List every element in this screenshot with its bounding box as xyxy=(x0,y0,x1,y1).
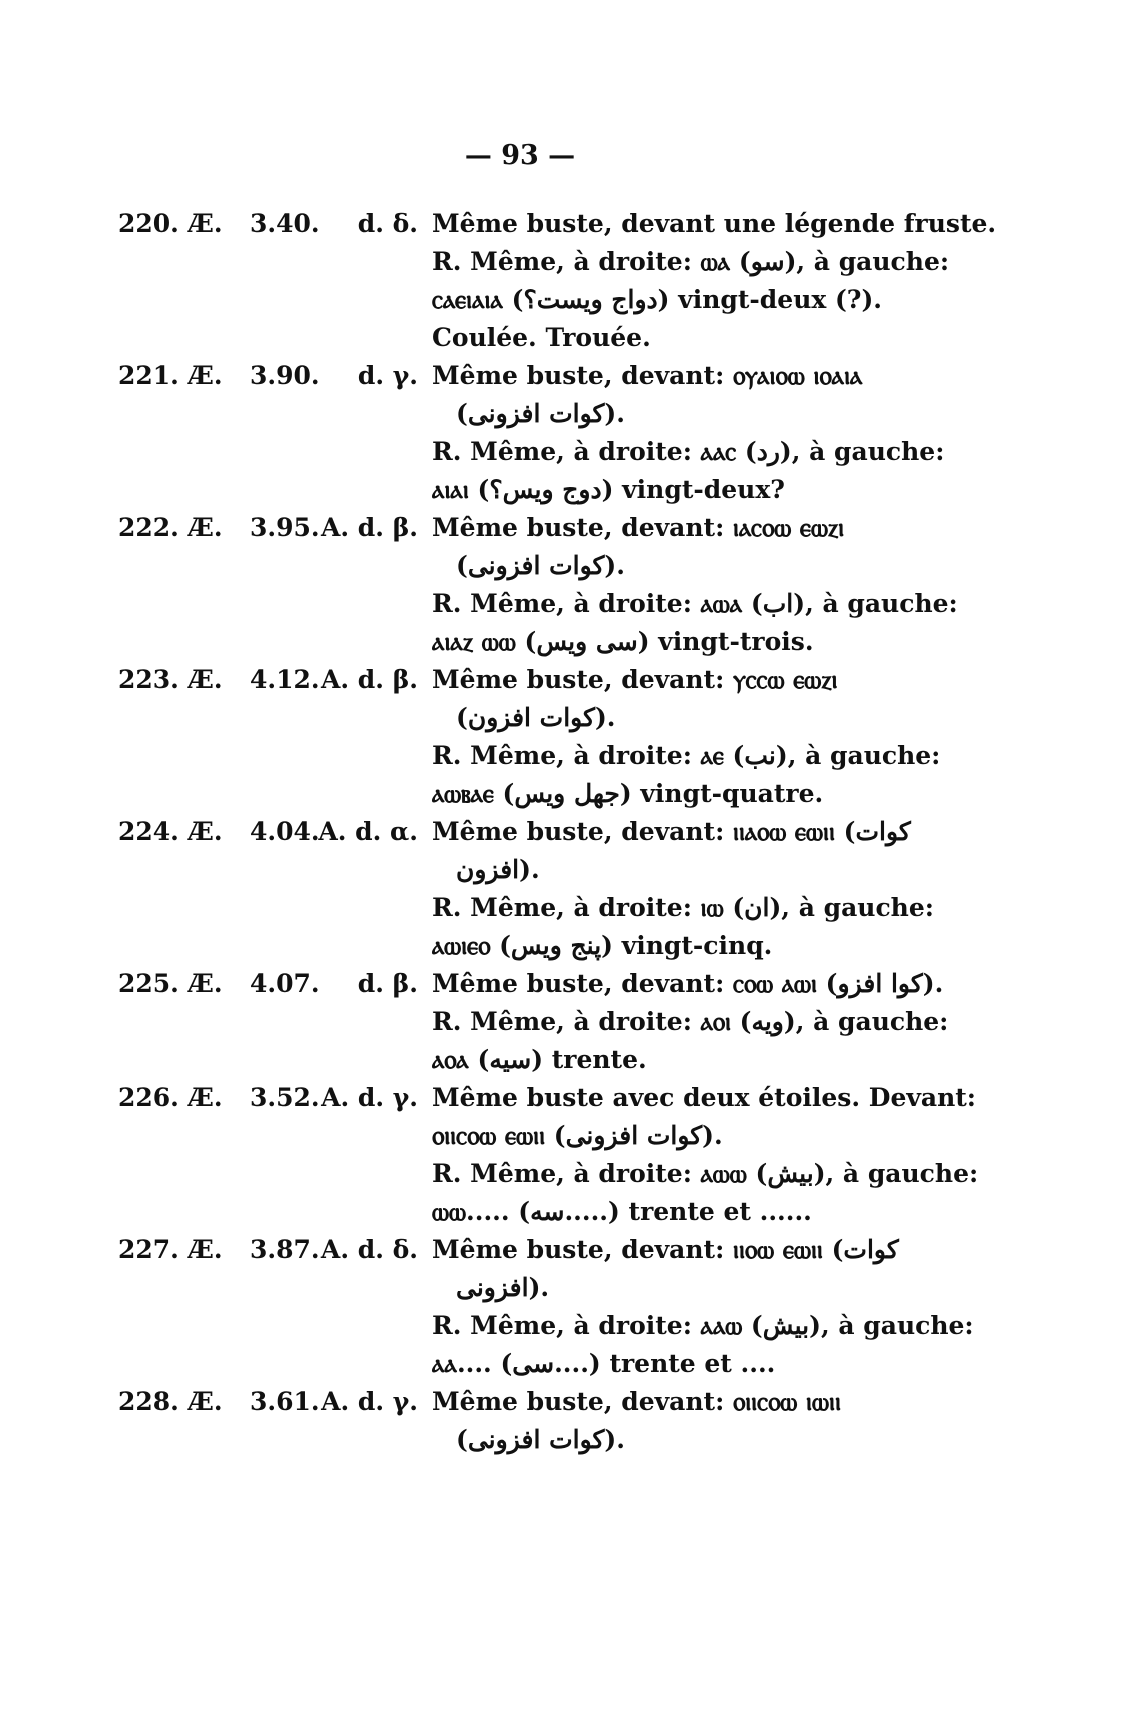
entry-number: 225. xyxy=(118,969,179,998)
catalog-entry xyxy=(118,1383,918,1459)
entry-description-line: R. Même, à droite: ⲓⲱ (ان), à gauche: xyxy=(432,893,934,922)
catalog-entry xyxy=(118,965,949,1079)
entry-grade: A. d. β. xyxy=(321,513,418,542)
entry-grade: d. δ. xyxy=(357,209,418,238)
catalog-entry xyxy=(118,1231,974,1383)
entry-description-line: افزون). xyxy=(456,855,540,884)
entry-description-line: ⲁⲟⲁ (سيه) trente. xyxy=(432,1045,647,1074)
entry-description-line: (كوات افزون). xyxy=(456,703,616,732)
entry-number: 221. xyxy=(118,361,179,390)
entry-description-line: R. Même, à droite: ⲁⲉ (نب), à gauche: xyxy=(432,741,941,770)
catalog-entry xyxy=(118,661,941,813)
entry-number: 220. xyxy=(118,209,179,238)
entry-description-line: R. Même, à droite: ⲁⲱⲱ (بيش), à gauche: xyxy=(432,1159,979,1188)
entry-grade: A. d. γ. xyxy=(321,1387,418,1416)
entry-description-line: ⲁⲁ.... (سى....) trente et .... xyxy=(432,1349,776,1378)
entry-weight: 4.12. xyxy=(250,665,320,694)
entry-first-line xyxy=(118,1383,918,1421)
entry-grade: A. d. γ. xyxy=(321,1083,418,1112)
entry-description: Même buste, devant: ⲓⲓⲁⲟⲱ ⲉⲱⲓⲓ (كوات xyxy=(432,817,911,846)
entry-description-line: ⲁⲓⲁⲓ (دوج ويس؟) vingt-deux? xyxy=(432,475,785,504)
catalog-entry xyxy=(118,205,997,357)
entry-description-line: (كوات افزونى). xyxy=(456,399,625,428)
catalog-entry xyxy=(118,813,934,965)
entry-metal: Æ. xyxy=(188,209,223,238)
entry-metal: Æ. xyxy=(188,1083,223,1112)
catalog-entry xyxy=(118,1079,979,1231)
entry-first-line xyxy=(118,509,918,547)
entry-description-line: افزونى). xyxy=(456,1273,550,1302)
entry-description-line: ⲁⲓⲁⲍ ⲱⲱ (سى ويس) vingt-trois. xyxy=(432,627,814,656)
entry-grade: d. β. xyxy=(357,969,418,998)
entry-weight: 4.07. xyxy=(250,969,320,998)
entry-description-line: R. Même, à droite: ⲁⲱⲁ (اب), à gauche: xyxy=(432,589,958,618)
entry-weight: 3.40. xyxy=(250,209,320,238)
entry-first-line xyxy=(118,965,944,1003)
entry-description-line: R. Même, à droite: ⲁⲁⲱ (بيش), à gauche: xyxy=(432,1311,974,1340)
entry-weight: 4.04. xyxy=(250,817,320,846)
entry-description-line: ⲁⲱⲓⲉⲟ (پنج ويس) vingt-cinq. xyxy=(432,931,773,960)
entry-first-line xyxy=(118,1231,918,1269)
entry-weight: 3.61. xyxy=(250,1387,320,1416)
entry-metal: Æ. xyxy=(188,513,223,542)
entry-weight: 3.90. xyxy=(250,361,320,390)
entry-description-line: ⲱⲱ..... (سه.....) trente et ...... xyxy=(432,1197,812,1226)
entry-description-line: R. Même, à droite: ⲱⲁ (سو), à gauche: xyxy=(432,247,950,276)
entry-description: Même buste avec deux étoiles. Devant: xyxy=(432,1083,977,1112)
entry-number: 227. xyxy=(118,1235,179,1264)
entry-first-line xyxy=(118,661,918,699)
entry-description-line: ⲁⲱⲃⲁⲉ (جهل ويس) vingt-quatre. xyxy=(432,779,824,808)
entry-metal: Æ. xyxy=(188,817,223,846)
entry-metal: Æ. xyxy=(188,361,223,390)
entry-grade: A. d. δ. xyxy=(320,1235,418,1264)
entry-description: Même buste, devant: ⲓⲓⲟⲱ ⲉⲱⲓⲓ (كوات xyxy=(432,1235,899,1264)
entry-number: 224. xyxy=(118,817,179,846)
entry-description-line: (كوات افزونى). xyxy=(456,1425,625,1454)
catalog-entry xyxy=(118,509,958,661)
entry-description-line: Coulée. Trouée. xyxy=(432,323,651,352)
entry-metal: Æ. xyxy=(188,1235,223,1264)
entry-description: Même buste, devant: ⲓⲁⲥⲟⲱ ⲉⲱⲍⲓ xyxy=(432,513,845,542)
page-number: — 93 — xyxy=(464,140,576,171)
entry-description-line: (كوات افزونى). xyxy=(456,551,625,580)
entry-grade: d. γ. xyxy=(357,361,418,390)
entry-description: Même buste, devant: ⲟⲓⲓⲥⲟⲱ ⲓⲱⲓⲓ xyxy=(432,1387,841,1416)
entry-number: 228. xyxy=(118,1387,179,1416)
entry-description-line: ⲥⲁⲉⲓⲁⲓⲁ (دواج ويست؟) vingt-deux (?). xyxy=(432,285,882,314)
catalog-entry xyxy=(118,357,945,509)
entry-description: Même buste, devant: ⲩⲥⲥⲱ ⲉⲱⲍⲓ xyxy=(432,665,838,694)
entry-number: 223. xyxy=(118,665,179,694)
entry-metal: Æ. xyxy=(188,1387,223,1416)
entry-weight: 3.87. xyxy=(250,1235,320,1264)
entry-first-line xyxy=(118,1079,977,1117)
entry-metal: Æ. xyxy=(188,969,223,998)
entry-first-line xyxy=(118,813,918,851)
entry-description: Même buste, devant: ⲟⲩⲁⲓⲟⲱ ⲓⲟⲁⲓⲁ xyxy=(432,361,863,390)
entry-description: Même buste, devant une légende fruste. xyxy=(432,209,997,238)
entry-first-line xyxy=(118,205,997,243)
entry-weight: 3.95. xyxy=(250,513,320,542)
entry-description-line: ⲟⲓⲓⲥⲟⲱ ⲉⲱⲓⲓ (كوات افزونى). xyxy=(432,1121,723,1150)
entry-weight: 3.52. xyxy=(250,1083,320,1112)
entry-grade: A. d. β. xyxy=(321,665,418,694)
entry-description-line: R. Même, à droite: ⲁⲟⲓ (ويه), à gauche: xyxy=(432,1007,949,1036)
entry-number: 226. xyxy=(118,1083,179,1112)
entry-first-line xyxy=(118,357,918,395)
entry-description: Même buste, devant: ⲥⲟⲱ ⲁⲱⲓ (كوا افزو). xyxy=(432,969,944,998)
entry-number: 222. xyxy=(118,513,179,542)
entry-grade: A. d. α. xyxy=(318,817,418,846)
catalog-entries xyxy=(118,205,997,1459)
entry-metal: Æ. xyxy=(188,665,223,694)
entry-description-line: R. Même, à droite: ⲁⲁⲥ (رد), à gauche: xyxy=(432,437,945,466)
